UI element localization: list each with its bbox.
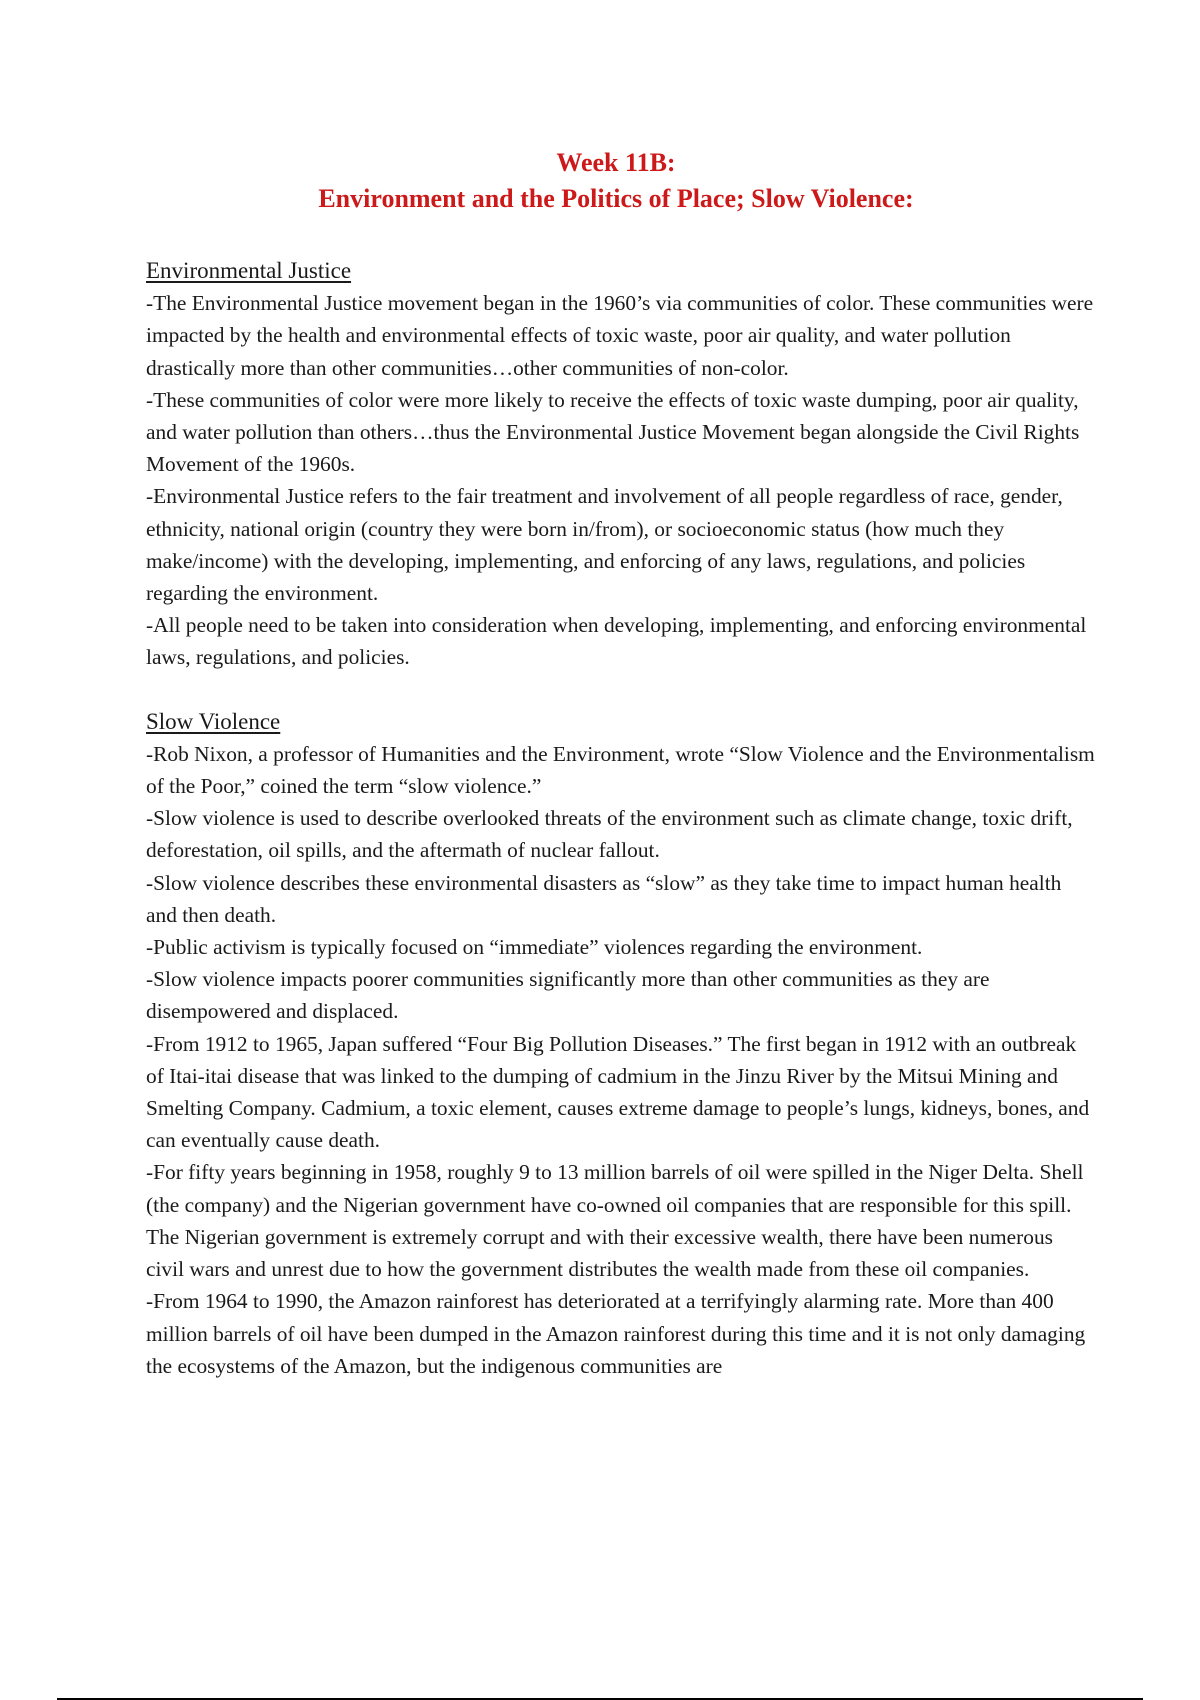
section-environmental-justice bbox=[146, 255, 1096, 674]
paragraph: -Slow violence impacts poorer communities significantly more than other communities as they are disempowered and displaced. bbox=[146, 967, 990, 1024]
paragraph: -The Environmental Justice movement began in the 1960’s via communities of color. These communities were impacted by the health and environmental effects of toxic waste, poor air quality, and water pollution drastically more than other communities…other communities of non-color. bbox=[146, 291, 1094, 380]
paragraph: -From 1964 to 1990, the Amazon rainforest has deteriorated at a terrifyingly alarming rate. More than 400 million barrels of oil have been dumped in the Amazon rainforest during this time and it is not only damaging the ecosystems of the Amazon, but the indigenous communities are bbox=[146, 1289, 1086, 1378]
document-title bbox=[0, 145, 1200, 217]
section-heading: Slow Violence bbox=[146, 708, 281, 734]
document-body bbox=[146, 255, 1096, 1382]
paragraph: -From 1912 to 1965, Japan suffered “Four Big Pollution Diseases.” The first began in 1912 with an outbreak of Itai-itai disease that was linked to the dumping of cadmium in the Jinzu River by the Mitsui Mining and Smelting Company. Cadmium, a toxic element, causes extreme damage to people’s lungs, kidneys, bones, and can eventually cause death. bbox=[146, 1031, 1090, 1153]
section-heading: Environmental Justice bbox=[146, 258, 352, 283]
paragraph: -Public activism is typically focused on “immediate” violences regarding the environment. bbox=[146, 935, 923, 960]
paragraph: -All people need to be taken into consideration when developing, implementing, and enforcing environmental laws, regulations, and policies. bbox=[146, 613, 1087, 670]
paragraph: -Slow violence is used to describe overlooked threats of the environment such as climate change, toxic drift, deforestation, oil spills, and the aftermath of nuclear fallout. bbox=[146, 806, 1073, 863]
paragraph: -Environmental Justice refers to the fair treatment and involvement of all people regardless of race, gender, ethnicity, national origin (country they were born in/from), or socioeconomic status (how much they make/income) with the developing, implementing, and enforcing of any laws, regulations, and policies regarding the environment. bbox=[146, 484, 1063, 606]
paragraph: -These communities of color were more likely to receive the effects of toxic waste dumping, poor air quality, and water pollution than others…thus the Environmental Justice Movement began alongside the Civil Rights Movement of the 1960s. bbox=[146, 387, 1080, 477]
paragraph: -For fifty years beginning in 1958, roughly 9 to 13 million barrels of oil were spilled in the Niger Delta. Shell (the company) and the Nigerian government have co-owned oil companies that are responsible for this spill. The Nigerian government is extremely corrupt and with their excessive wealth, there have been numerous civil wars and unrest due to how the government distributes the wealth made from these oil companies. bbox=[146, 1160, 1084, 1282]
section-slow-violence bbox=[146, 706, 1096, 1382]
paragraph: -Rob Nixon, a professor of Humanities and the Environment, wrote “Slow Violence and the Environmentalism of the Poor,” coined the term “slow violence.” bbox=[146, 741, 1095, 799]
title-topic: Environment and the Politics of Place; Slow Violence: bbox=[318, 184, 914, 213]
title-week: Week 11B: bbox=[556, 148, 676, 177]
paragraph: -Slow violence describes these environmental disasters as “slow” as they take time to impact human health and then death. bbox=[146, 870, 1062, 927]
